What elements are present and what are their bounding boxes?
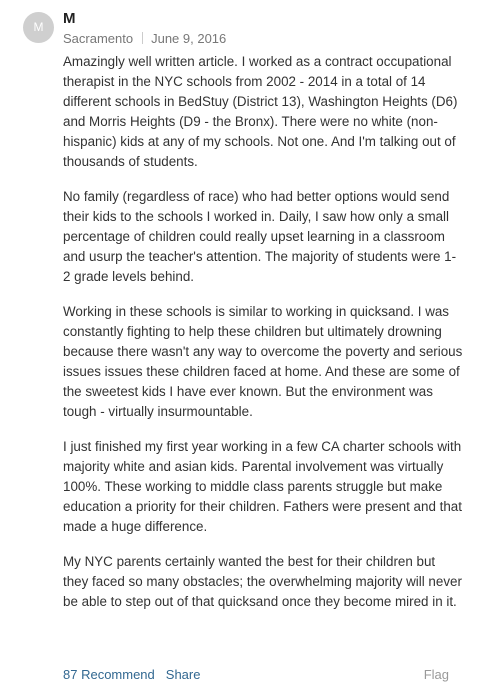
comment-paragraph: No family (regardless of race) who had better options would send their kids to the schools I worked in. Daily, I saw how only a small percentage of children could really upset learning in a classroom and usurp the teacher's attention. The majority of students were 1-2 grade levels behind.	[63, 189, 457, 284]
comment-meta	[63, 31, 226, 46]
comment-paragraph: Working in these schools is similar to working in quicksand. I was constantly fighting to help these children but ultimately drowning because there wasn't any way to overcome the poverty and serious issues issues these children faced at home. And these are some of the sweetest kids I have ever known. But the environment was tough - virtually insurmountable.	[63, 304, 463, 419]
avatar: M	[23, 12, 54, 43]
share-button[interactable]: Share	[165, 667, 201, 682]
comment-actions	[63, 667, 449, 682]
comment-location: Sacramento	[63, 31, 134, 46]
recommend-button[interactable]: 87 Recommend	[63, 667, 155, 682]
comment-paragraph: My NYC parents certainly wanted the best for their children but they faced so many obstacles; the overwhelming majority will never be able to step out of that quicksand once they become mired in it.	[63, 554, 462, 609]
comment-author: M	[63, 10, 76, 27]
comment-paragraph: Amazingly well written article. I worked as a contract occupational therapist in the NYC schools from 2002 - 2014 in a total of 14 different schools in BedStuy (District 13), Washington Heights (D6) and Morris Heights (D9 - the Bronx). There were no white (non-hispanic) kids at any of my schools. Not one. And I'm talking out of thousands of students.	[63, 54, 458, 169]
comment-body	[63, 52, 463, 627]
comment-paragraph: I just finished my first year working in a few CA charter schools with majority white and asian kids. Parental involvement was virtually 100%. These working to middle class parents struggle but make education a priority for their children. Fathers were present and that made a huge difference.	[63, 439, 462, 534]
flag-button[interactable]: Flag	[423, 667, 449, 682]
meta-divider	[142, 32, 143, 44]
comment-date: June 9, 2016	[151, 31, 227, 46]
